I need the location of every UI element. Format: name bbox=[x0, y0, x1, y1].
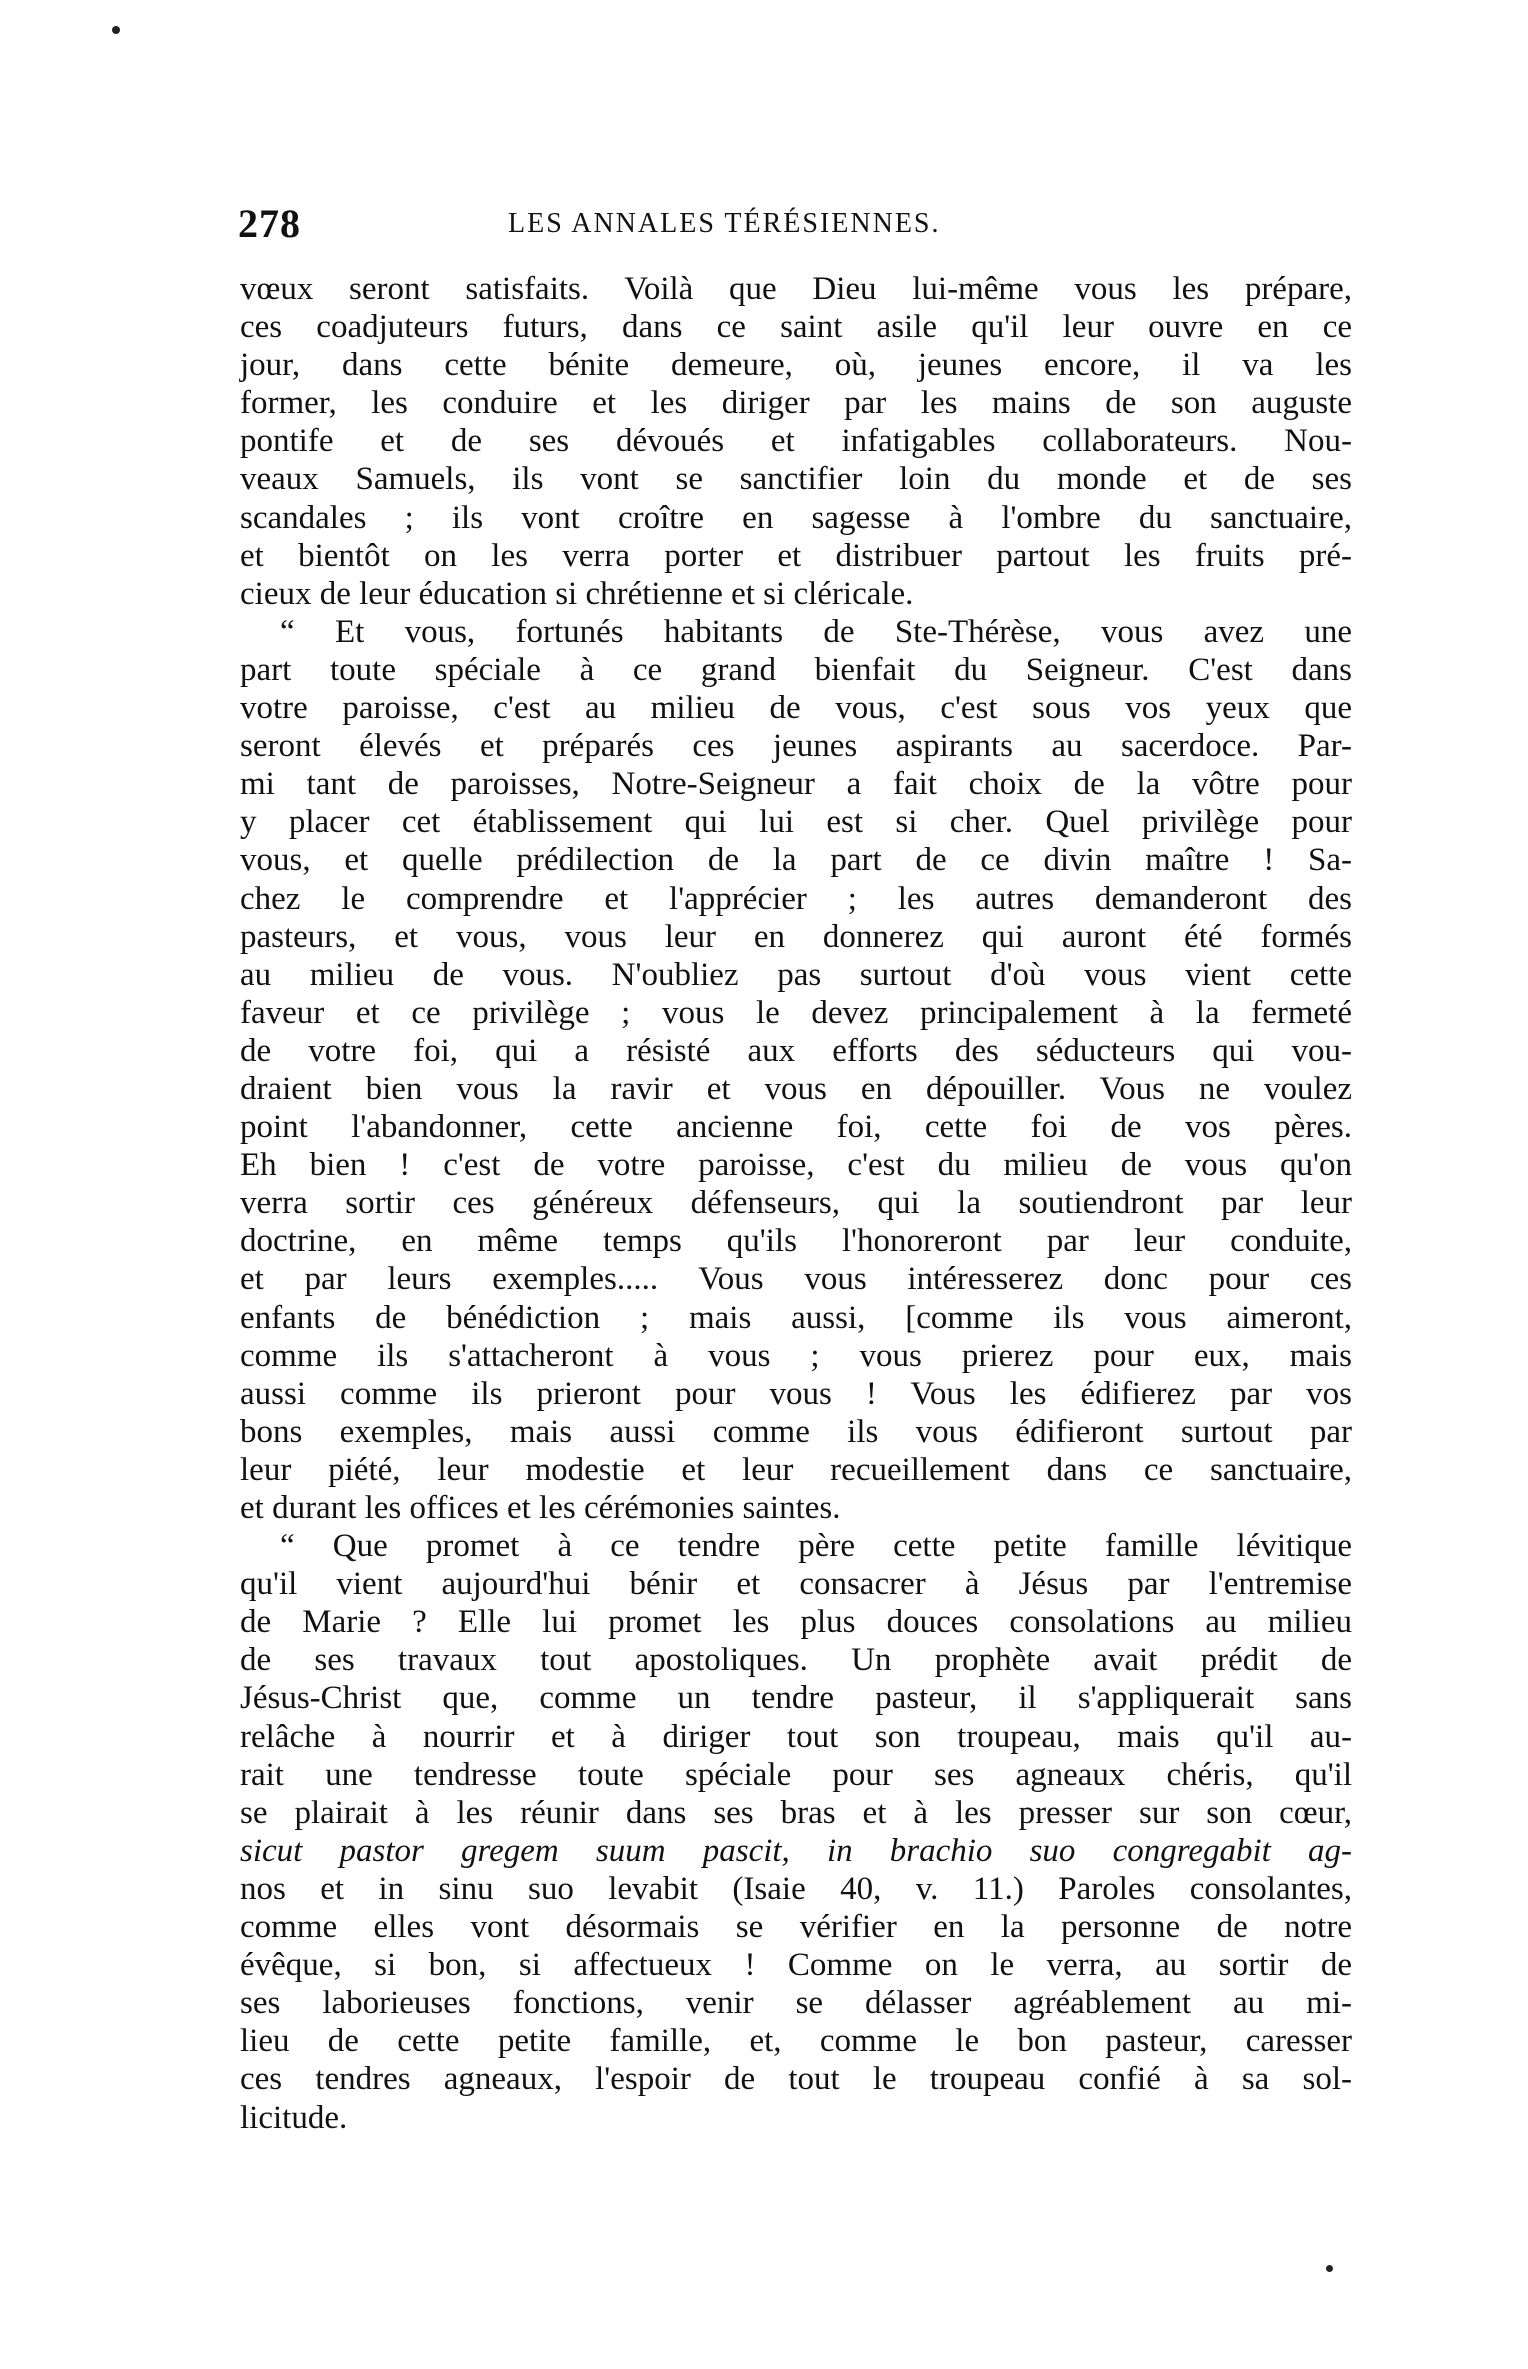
text-line: votre paroisse, c'est au milieu de vous, c'est sous vos yeux que bbox=[240, 690, 1352, 727]
text-line: Jésus-Christ que, comme un tendre pasteur, il s'appliquerait sans bbox=[240, 1680, 1352, 1717]
text-line: veaux Samuels, ils vont se sanctifier loin du monde et de ses bbox=[240, 461, 1352, 498]
text-line: part toute spéciale à ce grand bienfait du Seigneur. C'est dans bbox=[240, 651, 1352, 688]
text-line: se plairait à les réunir dans ses bras et à les presser sur son cœur, bbox=[240, 1794, 1352, 1831]
text-line: bons exemples, mais aussi comme ils vous édifieront surtout par bbox=[240, 1413, 1352, 1450]
text-line: mi tant de paroisses, Notre-Seigneur a fait choix de la vôtre pour bbox=[240, 766, 1352, 803]
text-line: ses laborieuses fonctions, venir se délasser agréablement au mi- bbox=[240, 1985, 1352, 2022]
text-line: verra sortir ces généreux défenseurs, qui la soutiendront par leur bbox=[240, 1185, 1352, 1222]
text-line: vous, et quelle prédilection de la part de ce divin maître ! Sa- bbox=[240, 842, 1352, 879]
text-line: point l'abandonner, cette ancienne foi, cette foi de vos pères. bbox=[240, 1109, 1352, 1146]
ink-speck bbox=[112, 26, 120, 34]
text-line: ces coadjuteurs futurs, dans ce saint asile qu'il leur ouvre en ce bbox=[240, 309, 1352, 346]
text-line: ces tendres agneaux, l'espoir de tout le troupeau confié à sa sol- bbox=[240, 2061, 1352, 2098]
text-line: qu'il vient aujourd'hui bénir et consacrer à Jésus par l'entremise bbox=[240, 1566, 1352, 1603]
text-line: draient bien vous la ravir et vous en dépouiller. Vous ne voulez bbox=[240, 1070, 1352, 1107]
text-line: chez le comprendre et l'apprécier ; les autres demanderont des bbox=[240, 880, 1352, 917]
page-header bbox=[238, 200, 1353, 244]
text-line: évêque, si bon, si affectueux ! Comme on le verra, au sortir de bbox=[240, 1947, 1352, 1984]
text-line: au milieu de vous. N'oubliez pas surtout d'où vous vient cette bbox=[240, 956, 1352, 993]
text-line: seront élevés et préparés ces jeunes aspirants au sacerdoce. Par- bbox=[240, 728, 1352, 765]
text-line: vœux seront satisfaits. Voilà que Dieu lui-même vous les prépare, bbox=[240, 271, 1352, 307]
text-line: “ Et vous, fortunés habitants de Ste-Thérèse, vous avez une bbox=[280, 613, 1352, 650]
text-line: enfants de bénédiction ; mais aussi, [comme ils vous aimeront, bbox=[240, 1299, 1352, 1336]
text-line: relâche à nourrir et à diriger tout son troupeau, mais qu'il au- bbox=[240, 1718, 1352, 1755]
body-text bbox=[240, 270, 1352, 2137]
text-line: de ses travaux tout apostoliques. Un prophète avait prédit de bbox=[240, 1642, 1352, 1679]
ink-speck bbox=[1326, 2265, 1333, 2272]
text-line: scandales ; ils vont croître en sagesse à l'ombre du sanctuaire, bbox=[240, 499, 1352, 536]
text-line: cieux de leur éducation si chrétienne et si cléricale. bbox=[240, 575, 914, 612]
text-line: aussi comme ils prieront pour vous ! Vous les édifierez par vos bbox=[240, 1375, 1352, 1412]
running-head: LES ANNALES TÉRÉSIENNES. bbox=[508, 208, 941, 239]
text-line: et durant les offices et les cérémonies saintes. bbox=[240, 1490, 841, 1526]
text-line: et bientôt on les verra porter et distribuer partout les fruits pré- bbox=[240, 537, 1352, 574]
text-line: lieu de cette petite famille, et, comme le bon pasteur, caresser bbox=[240, 2023, 1352, 2060]
text-line: de Marie ? Elle lui promet les plus douces consolations au milieu bbox=[240, 1604, 1352, 1641]
text-line: doctrine, en même temps qu'ils l'honoreront par leur conduite, bbox=[240, 1223, 1352, 1260]
text-line: faveur et ce privilège ; vous le devez principalement à la fermeté bbox=[240, 994, 1352, 1031]
text-line: jour, dans cette bénite demeure, où, jeunes encore, il va les bbox=[240, 347, 1352, 384]
text-line: y placer cet établissement qui lui est si cher. Quel privilège pour bbox=[240, 804, 1352, 841]
text-line: pontife et de ses dévoués et infatigables collaborateurs. Nou- bbox=[240, 423, 1352, 460]
text-line: nos et in sinu suo levabit (Isaie 40, v. 11.) Paroles consolantes, bbox=[240, 1870, 1352, 1907]
page-number: 278 bbox=[238, 201, 301, 246]
text-line: leur piété, leur modestie et leur recueillement dans ce sanctuaire, bbox=[240, 1451, 1352, 1488]
text-line: “ Que promet à ce tendre père cette petite famille lévitique bbox=[280, 1528, 1352, 1565]
text-line: et par leurs exemples..... Vous vous intéresserez donc pour ces bbox=[240, 1261, 1352, 1298]
text-line: pasteurs, et vous, vous leur en donnerez qui auront été formés bbox=[240, 918, 1352, 955]
text-line: Eh bien ! c'est de votre paroisse, c'est du milieu de vous qu'on bbox=[240, 1147, 1352, 1184]
text-line: comme ils s'attacheront à vous ; vous prierez pour eux, mais bbox=[240, 1337, 1352, 1374]
text-line: former, les conduire et les diriger par les mains de son auguste bbox=[240, 385, 1352, 422]
latin-quote-line: sicut pastor gregem suum pascit, in brachio suo congregabit ag- bbox=[240, 1832, 1352, 1869]
text-line: rait une tendresse toute spéciale pour ses agneaux chéris, qu'il bbox=[240, 1756, 1352, 1793]
text-line: de votre foi, qui a résisté aux efforts des séducteurs qui vou- bbox=[240, 1032, 1352, 1069]
text-line: licitude. bbox=[240, 2099, 348, 2136]
text-line: comme elles vont désormais se vérifier en la personne de notre bbox=[240, 1909, 1352, 1946]
